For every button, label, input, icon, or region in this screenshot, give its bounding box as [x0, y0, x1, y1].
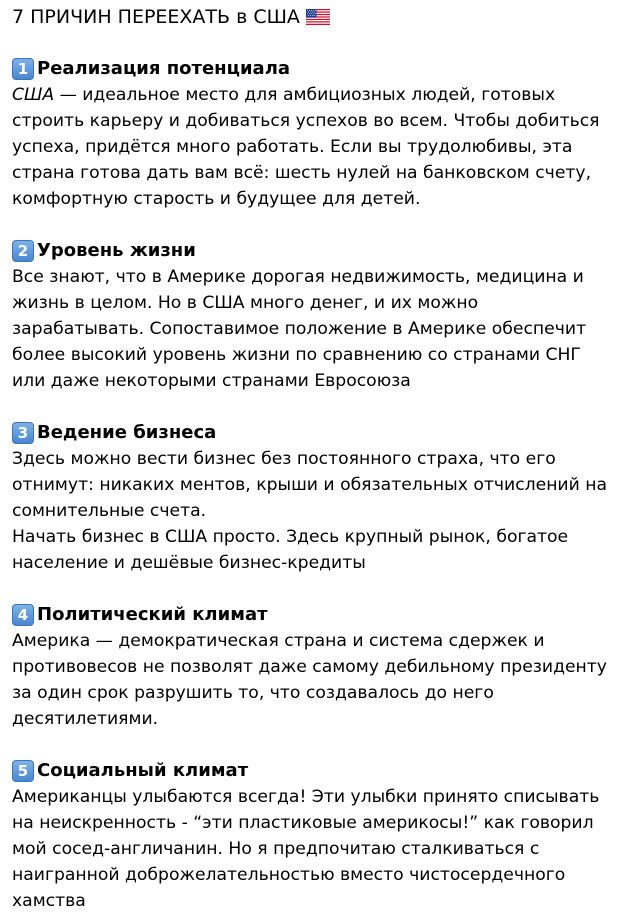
section-line: страна готова дать вам всё: шесть нулей на банковском счету, [12, 163, 592, 183]
section-line-emphasis: США [12, 85, 55, 105]
section-line: Начать бизнес в США просто. Здесь крупный рынок, богатое [12, 527, 569, 547]
section-line: или даже некоторыми странами Евросоюза [12, 371, 411, 391]
section-line: зарабатывать. Сопоставимое положение в Америке обеспечит [12, 319, 587, 339]
keycap-number-icon: 4 [12, 604, 34, 626]
section-line: Америка — демократическая страна и система сдержек и [12, 631, 545, 651]
section-heading [12, 238, 634, 264]
section-heading [12, 56, 634, 82]
section-heading [12, 420, 634, 446]
section-heading [12, 758, 634, 784]
keycap-number-icon: 1 [12, 58, 34, 80]
us-flag-icon [306, 9, 330, 25]
section-line: на неискренность - “эти пластиковые америкосы!” как говорил [12, 813, 594, 833]
section-1 [12, 56, 634, 212]
section-line: Здесь можно вести бизнес без постоянного страха, что его [12, 449, 556, 469]
section-heading-text: Уровень жизни [37, 240, 196, 261]
section-line: более высокий уровень жизни по сравнению со странами СНГ [12, 345, 581, 365]
section-line: Все знают, что в Америке дорогая недвижимость, медицина и [12, 267, 584, 287]
post [12, 4, 634, 914]
section-line: за один срок разрушить то, что создавалось до него [12, 683, 494, 703]
section-line: жизнь в целом. Но в США много денег, и их можно [12, 293, 479, 313]
section-line: отнимут: никаких ментов, крыши и обязательных отчислений на [12, 475, 608, 495]
section-5 [12, 758, 634, 914]
section-line: противовесов не позволят даже самому дебильному президенту [12, 657, 607, 677]
keycap-number-icon: 3 [12, 422, 34, 444]
section-line: Американцы улыбаются всегда! Эти улыбки принято списывать [12, 787, 600, 807]
post-title-text: 7 ПРИЧИН ПЕРЕЕХАТЬ в США [12, 6, 300, 28]
section-line: успеха, придётся много работать. Если вы трудолюбивы, эта [12, 137, 573, 157]
section-line: население и дешёвые бизнес-кредиты [12, 553, 366, 573]
section-line: десятилетиями. [12, 709, 159, 729]
section-line: комфортную старость и будущее для детей. [12, 189, 421, 209]
section-line: наигранной доброжелательностью вместо чистосердечного [12, 865, 566, 885]
section-heading-text: Политический климат [37, 604, 268, 625]
section-heading-text: Социальный климат [37, 760, 249, 781]
section-3 [12, 420, 634, 576]
section-line: строить карьеру и добиваться успехов во всем. Чтобы добиться [12, 111, 600, 131]
section-4 [12, 602, 634, 732]
section-line: мой сосед-англичанин. Но я предпочитаю сталкиваться с [12, 839, 540, 859]
keycap-number-icon: 5 [12, 760, 34, 782]
section-line-text: — идеальное место для амбициозных людей, готовых [54, 85, 556, 105]
section-heading-text: Ведение бизнеса [37, 422, 217, 443]
section-2 [12, 238, 634, 394]
keycap-number-icon: 2 [12, 240, 34, 262]
post-title [12, 4, 634, 30]
section-heading [12, 602, 634, 628]
section-line [12, 82, 634, 108]
section-line: сомнительные счета. [12, 501, 207, 521]
section-heading-text: Реализация потенциала [37, 58, 291, 79]
section-line: хамства [12, 891, 86, 911]
